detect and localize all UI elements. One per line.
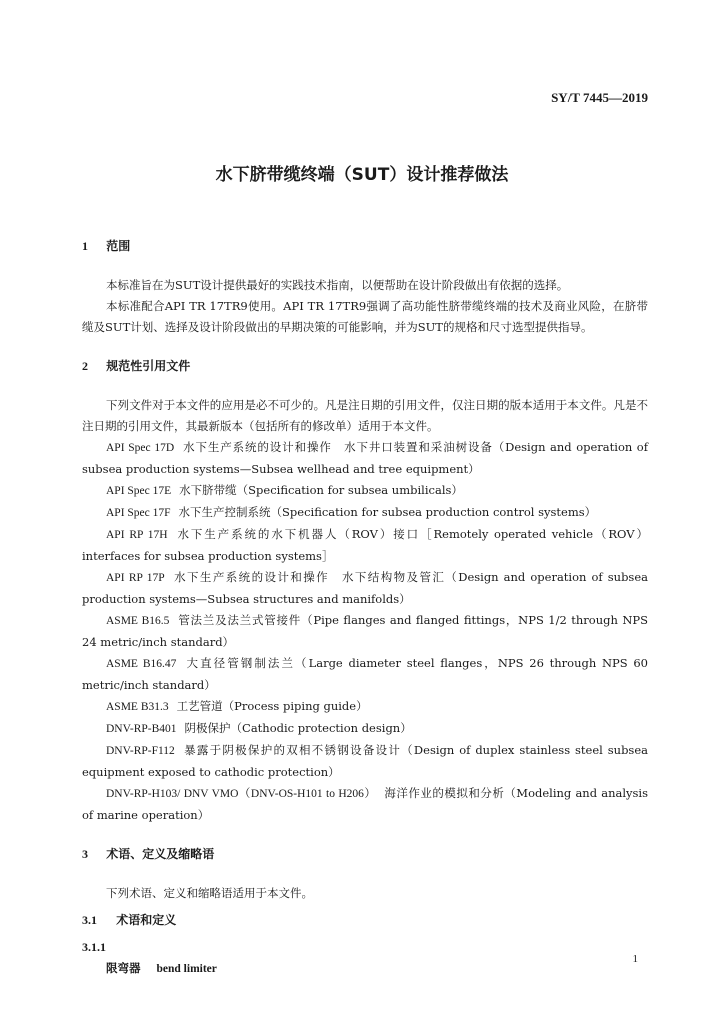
reference-title: 阴极保护（Cathodic protection design） — [184, 721, 412, 735]
terms-intro: 下列术语、定义和缩略语适用于本文件。 — [106, 886, 313, 900]
reference-list — [82, 437, 648, 826]
scope-paragraph: 本标准配合API TR 17TR9使用。API TR 17TR9强调了高功能性脐带缆终端的技术及商业风险，在脐带缆及SUT计划、选择及设计阶段做出的早期决策的可能影响，并为SUT的规格和尺寸选型提供指导。 — [82, 299, 648, 334]
term-english: bend limiter — [156, 963, 217, 975]
reference-title: 水下生产系统的设计和操作 水下结构物及管汇（Design and operation of subsea production systems—Subsea structures and manifolds） — [82, 570, 648, 606]
section-number: 1 — [82, 239, 88, 253]
standard-code: SY/T 7445—2019 — [551, 90, 648, 105]
section-number: 3 — [82, 847, 88, 861]
reference-code: API Spec 17D — [106, 442, 175, 454]
reference-item — [82, 524, 648, 567]
reference-title: 海洋作业的模拟和分析（Modeling and analysis of marine operation） — [82, 786, 648, 822]
reference-item — [82, 610, 648, 653]
reference-item — [82, 480, 648, 502]
reference-item — [82, 437, 648, 480]
reference-title: 水下生产控制系统（Specification for subsea production control systems） — [178, 505, 597, 519]
reference-code: API RP 17H — [106, 529, 168, 541]
reference-item — [82, 718, 648, 740]
reference-title: 水下生产系统的设计和操作 水下井口装置和采油树设备（Design and operation of subsea production systems—Subsea wellhead and tree equipment） — [82, 440, 648, 476]
reference-code: API Spec 17E — [106, 485, 172, 497]
reference-title: 暴露于阴极保护的双相不锈钢设备设计（Design of duplex stainless steel subsea equipment exposed to cathodic protection） — [82, 743, 648, 779]
scope-paragraph: 本标准旨在为SUT设计提供最好的实践技术指南，以便帮助在设计阶段做出有依据的选择。 — [106, 278, 569, 292]
section-title: 规范性引用文件 — [106, 359, 191, 373]
reference-code: API RP 17P — [106, 572, 165, 584]
section-heading-normative-references — [82, 356, 648, 377]
term-entry — [82, 958, 648, 980]
reference-title: 工艺管道（Process piping guide） — [176, 699, 368, 713]
subsection-title: 术语和定义 — [116, 913, 177, 927]
term-number: 3.1.1 — [82, 940, 106, 954]
reference-code: ASME B16.5 — [106, 615, 170, 627]
reference-title: 水下生产系统的水下机器人（ROV）接口［Remotely operated vehicle（ROV）interfaces for subsea production systems］ — [82, 527, 648, 563]
section-heading-terms — [82, 844, 648, 865]
reference-code: DNV-RP-B401 — [106, 723, 177, 735]
references-intro: 下列文件对于本文件的应用是必不可少的。凡是注日期的引用文件，仅注日期的版本适用于本文件。凡是不注日期的引用文件，其最新版本（包括所有的修改单）适用于本文件。 — [82, 398, 648, 433]
subsection-number: 3.1 — [82, 913, 97, 927]
reference-title: 大直径管钢制法兰（Large diameter steel flanges，NPS 26 through NPS 60 metric/inch standard） — [82, 656, 648, 692]
section-title: 范围 — [106, 239, 131, 253]
reference-item — [82, 696, 648, 718]
section-title: 术语、定义及缩略语 — [106, 847, 215, 861]
reference-code: ASME B16.47 — [106, 658, 177, 670]
reference-item — [82, 653, 648, 696]
term-chinese: 限弯器 — [106, 961, 141, 975]
document-body — [82, 236, 648, 980]
reference-code: DNV-RP-H103/ DNV VMO（DNV-OS-H101 to H206） — [106, 788, 377, 800]
reference-title: 管法兰及法兰式管接件（Pipe flanges and flanged fittings，NPS 1/2 through NPS 24 metric/inch standard） — [82, 613, 648, 649]
reference-title: 水下脐带缆（Specification for subsea umbilicals） — [179, 483, 463, 497]
reference-item — [82, 783, 648, 826]
subsection-heading-terms-definitions — [82, 910, 648, 931]
reference-item — [82, 567, 648, 610]
reference-code: DNV-RP-F112 — [106, 745, 175, 757]
reference-item — [82, 502, 648, 524]
section-heading-scope — [82, 236, 648, 257]
reference-item — [82, 740, 648, 783]
reference-code: API Spec 17F — [106, 507, 171, 519]
section-number: 2 — [82, 359, 88, 373]
document-title: 水下脐带缆终端（SUT）设计推荐做法 — [215, 165, 509, 185]
page-number: 1 — [632, 953, 638, 965]
reference-code: ASME B31.3 — [106, 701, 169, 713]
